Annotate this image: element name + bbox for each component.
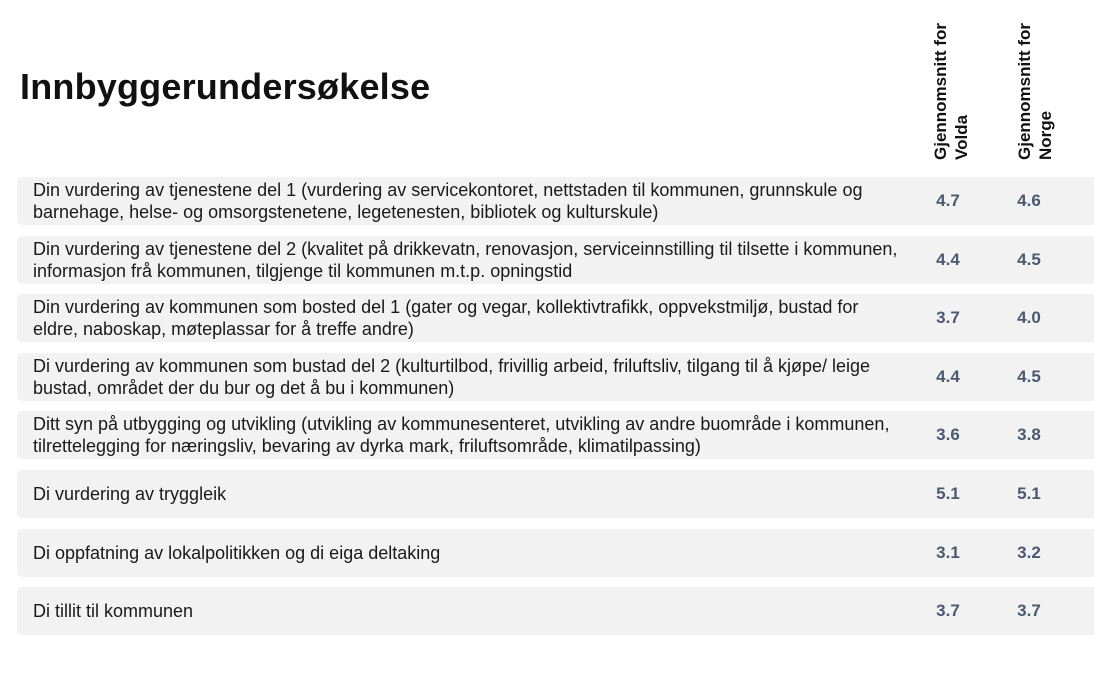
table-row [17, 177, 1094, 225]
column-header-norge-label: Gjennomsnitt for Norge [1015, 23, 1055, 160]
row-value-norge: 5.1 [1017, 483, 1041, 503]
column-header-volda-label: Gjennomsnitt for Volda [931, 23, 971, 160]
row-label: Di vurdering av kommunen som bustad del 2 (kulturtilbod, frivillig arbeid, friluftsliv, tilgang til å kjøpe/ leige bustad, området der du bur og det å bu i kommunen) [33, 355, 871, 398]
row-value-norge: 3.8 [1017, 425, 1041, 445]
page-title: Innbyggerundersøkelse [20, 66, 431, 107]
table-row [17, 411, 1094, 459]
table-row [17, 587, 1094, 635]
table-row [17, 353, 1094, 401]
column-header-volda [930, 12, 978, 160]
row-value-norge: 4.6 [1017, 191, 1041, 210]
row-label: Din vurdering av kommunen som bosted del 1 (gater og vegar, kollektivtrafikk, oppvekstmiljø, bustad for eldre, naboskap, møteplassar for å treffe andre) [33, 297, 859, 340]
row-value-norge: 3.2 [1017, 542, 1041, 562]
row-value-volda: 3.6 [936, 425, 960, 445]
row-value-volda: 4.4 [936, 366, 960, 386]
row-value-volda: 3.7 [936, 601, 960, 621]
row-label: Din vurdering av tjenestene del 2 (kvalitet på drikkevatn, renovasjon, serviceinnstilling til tilsette i kommunen, informasjon frå kommunen, tilgjenge til kommunen m.t.p. opningstid [33, 238, 898, 281]
row-value-norge: 3.7 [1017, 601, 1041, 621]
row-value-volda: 4.7 [936, 191, 960, 210]
row-label: Ditt syn på utbygging og utvikling (utvikling av kommunesenteret, utvikling av andre buområde i kommunen, tilrettelegging for næringsliv, bevaring av dyrka mark, friluftsområde, klimatilpassing) [33, 414, 890, 457]
row-value-volda: 3.1 [936, 542, 960, 562]
row-value-norge: 4.5 [1017, 249, 1041, 269]
row-value-volda: 5.1 [936, 483, 960, 503]
table-row [17, 470, 1094, 518]
column-header-norge [1014, 12, 1062, 160]
row-value-norge: 4.0 [1017, 308, 1041, 328]
row-label: Di tillit til kommunen [33, 601, 194, 622]
table-row [17, 294, 1094, 342]
row-label: Di oppfatning av lokalpolitikken og di eiga deltaking [33, 542, 441, 563]
row-label: Din vurdering av tjenestene del 1 (vurdering av servicekontoret, nettstaden til kommunen, grunnskule og barnehage, helse- og omsorgstenetene, legetenesten, bibliotek og kulturskule) [33, 180, 863, 222]
row-value-volda: 3.7 [936, 308, 960, 328]
table-row [17, 529, 1094, 577]
row-value-norge: 4.5 [1017, 366, 1041, 386]
row-label: Di vurdering av tryggleik [33, 483, 227, 504]
row-value-volda: 4.4 [936, 249, 960, 269]
survey-rows [17, 177, 1094, 646]
table-row [17, 236, 1094, 284]
